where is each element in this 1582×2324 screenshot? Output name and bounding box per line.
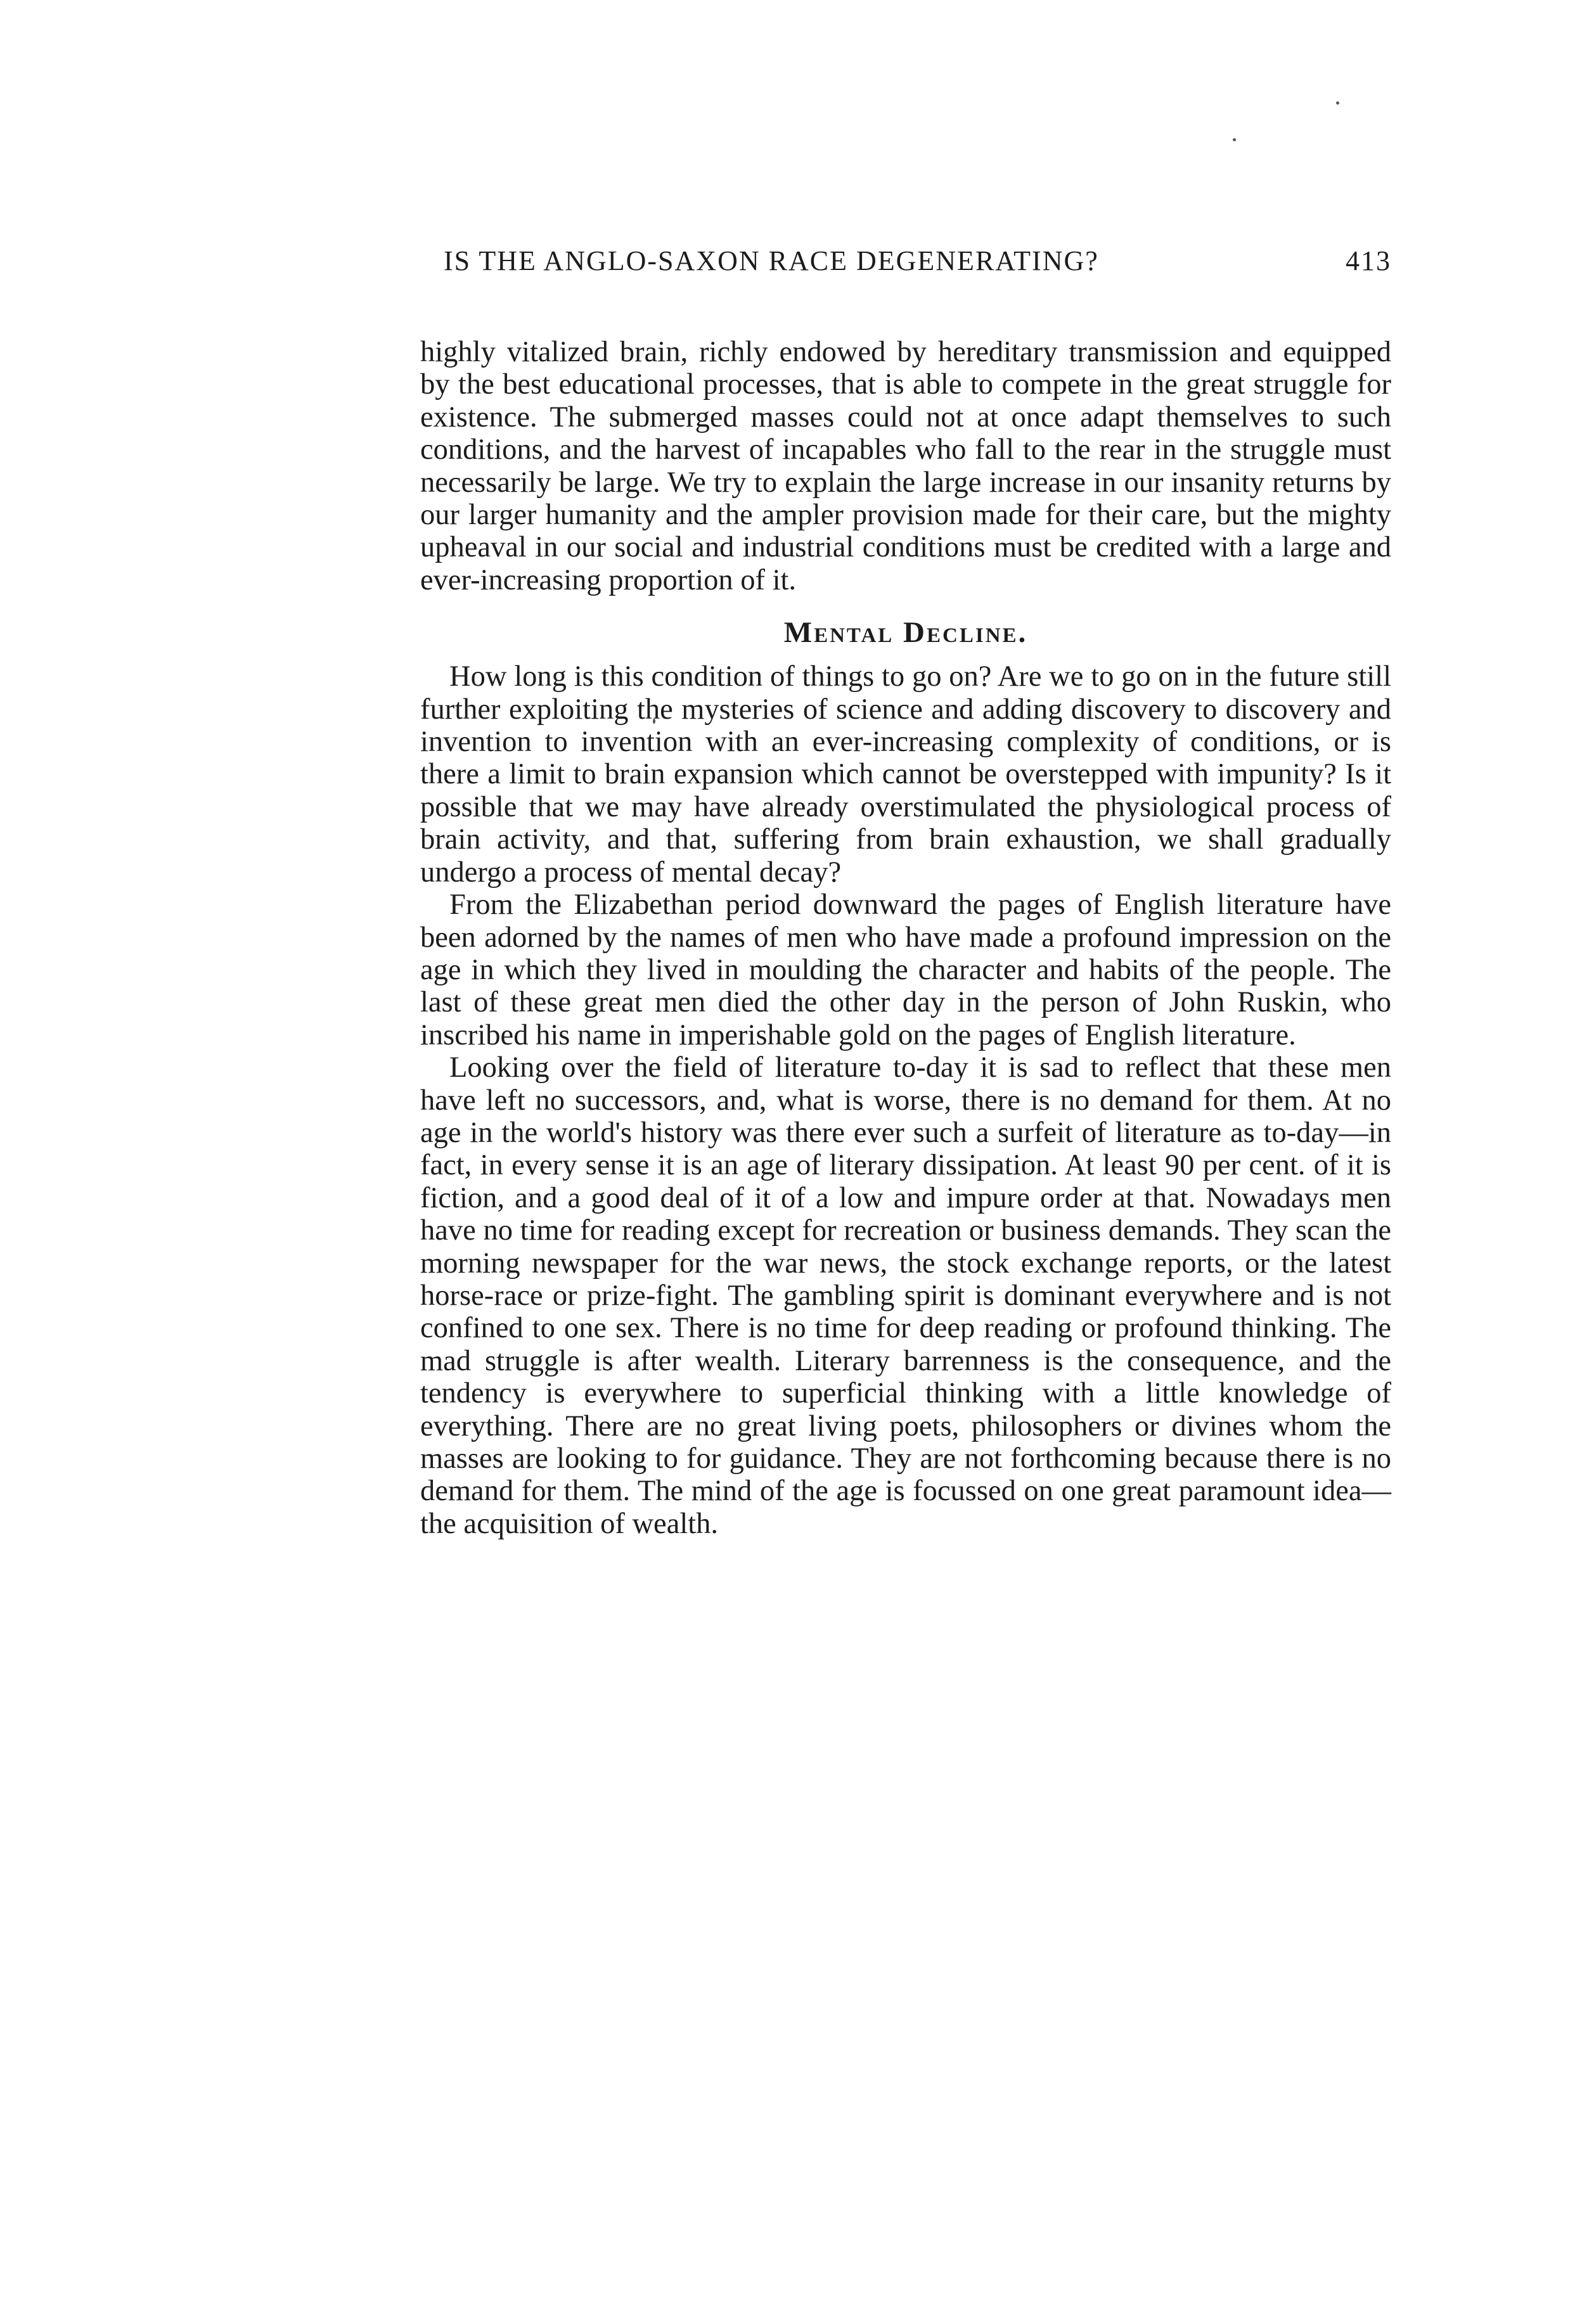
- paragraph: highly vitalized brain, richly endowed by hereditary transmission and equipped by the best educational processes, that is able to compete in the great struggle for existence. The submerged masses could not at once adapt themselves to such conditions, and the harvest of incapables who fall to the rear in the struggle must necessarily be large. We try to explain the large increase in our insanity returns by our larger humanity and the ampler provision made for their care, but the mighty upheaval in our social and industrial conditions must be credited with a large and ever-increasing proportion of it.: [420, 336, 1391, 596]
- running-head: [444, 242, 1391, 280]
- section-heading: Mental Decline.: [783, 616, 1028, 650]
- print-speck: [1233, 138, 1236, 141]
- paragraph: How long is this condition of things to go on? Are we to go on in the future still further exploiting the mysteries of science and adding discovery to discovery and invention to invention with an ever-increasing complexity of conditions, or is there a limit to brain expansion which cannot be overstepped with impunity? Is it possible that we may have already overstimulated the physiological process of brain activity, and that, suffering from brain exhaustion, we shall gradually undergo a process of mental decay?: [420, 660, 1391, 889]
- page-number: 413: [1346, 245, 1391, 276]
- print-speck: [1336, 101, 1339, 105]
- article-body: [420, 336, 1391, 1540]
- paragraph: Looking over the field of literature to-day it is sad to reflect that these men have left no successors, and, what is worse, there is no demand for them. At no age in the world's history was there ever such a surfeit of literature as to-day—in fact, in every sense it is an age of literary dissipation. At least 90 per cent. of it is fiction, and a good deal of it of a low and impure order at that. Nowadays men have no time for reading except for recreation or business demands. They scan the morning newspaper for the war news, the stock exchange reports, or the latest horse-race or prize-fight. The gambling spirit is dominant everywhere and is not confined to one sex. There is no time for deep reading or profound thinking. The mad struggle is after wealth. Literary barrenness is the consequence, and the tendency is everywhere to superficial thinking with a little knowledge of everything. There are no great living poets, philosophers or divines whom the masses are looking to for guidance. They are not forthcoming because there is no demand for them. The mind of the age is focussed on one great paramount idea—the acquisition of wealth.: [420, 1051, 1391, 1540]
- running-title: IS THE ANGLO-SAXON RACE DEGENERATING?: [444, 245, 1099, 276]
- paragraph: From the Elizabethan period downward the pages of English literature have been adorned by the names of men who have made a profound impression on the age in which they lived in moulding the character and habits of the people. The last of these great men died the other day in the person of John Ruskin, who inscribed his name in imperishable gold on the pages of English literature.: [420, 889, 1391, 1051]
